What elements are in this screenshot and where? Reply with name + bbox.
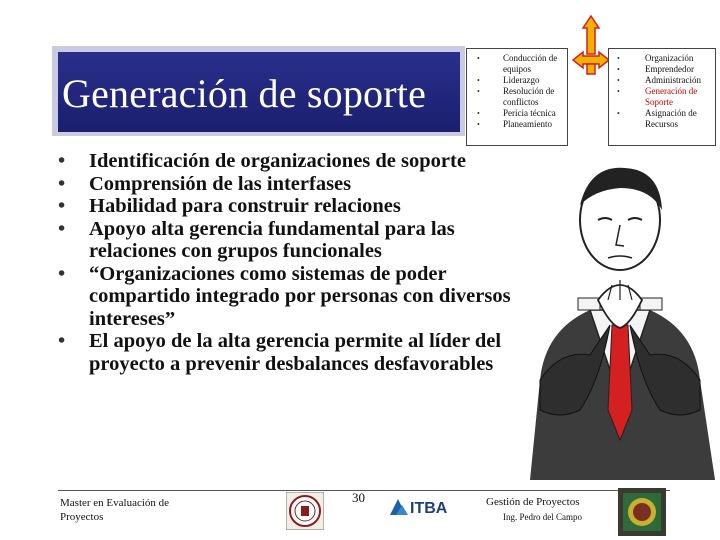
skill-item: • Planeamiento — [467, 119, 567, 130]
bullet-item: • Apoyo alta gerencia fundamental para las relaciones con grupos funcionales — [58, 218, 528, 263]
footer-subject: Gestión de Proyectos — [486, 496, 580, 508]
skill-item: • Emprendedor — [609, 64, 715, 75]
itba-logo — [388, 495, 468, 519]
bullet-item: • Comprensión de las interfases — [58, 173, 528, 196]
skills-box-right — [608, 48, 716, 146]
thinking-man-illustration — [520, 150, 720, 480]
skill-item: • Conducción de equipos — [467, 53, 567, 75]
skill-item: • Liderazgo — [467, 75, 567, 86]
skill-item: • Administración — [609, 75, 715, 86]
bullet-item: • El apoyo de la alta gerencia permite al líder del proyecto a prevenir desbalances desfavorables — [58, 330, 528, 375]
institution-crest-icon — [618, 488, 666, 536]
footer-course: Master en Evaluación de Proyectos — [60, 497, 170, 523]
page-number: 30 — [352, 490, 365, 505]
skill-item: • Resolución de conflictos — [467, 86, 567, 108]
bullet-list — [58, 150, 528, 375]
skill-item: • Pericia técnica — [467, 108, 567, 119]
slide-title: Generación de soporte — [62, 71, 427, 116]
footer-author: Ing. Pedro del Campo — [503, 512, 582, 522]
skills-box-left — [466, 48, 568, 146]
arrows-icon — [571, 14, 611, 76]
skill-item: • Asignación de Recursos — [609, 108, 715, 130]
skill-item: • Organización — [609, 53, 715, 64]
university-seal-icon — [286, 492, 324, 530]
bullet-item: • Identificación de organizaciones de soporte — [58, 150, 528, 173]
bullet-item: • “Organizaciones como sistemas de poder compartido integrado por personas con diversos intereses” — [58, 263, 528, 331]
bullet-item: • Habilidad para construir relaciones — [58, 195, 528, 218]
skill-item-highlighted: • Generación de Soporte — [609, 86, 715, 108]
itba-logo-text: ITBA — [410, 500, 448, 517]
